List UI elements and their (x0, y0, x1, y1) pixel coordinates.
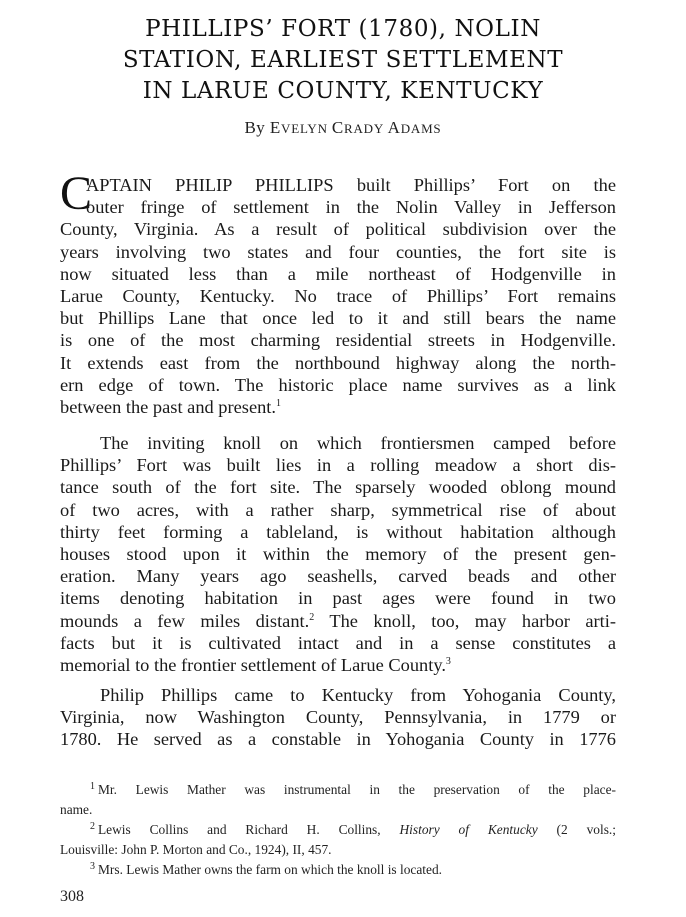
text-line: now situated less than a mile northeast of Hodgenville in (60, 263, 616, 284)
text-line: tance south of the fort site. The sparsely wooded oblong mound (60, 477, 616, 498)
drop-cap: C (60, 167, 93, 220)
text-segment: mounds a few miles distant. (60, 610, 310, 631)
footnote-3 (60, 860, 616, 880)
text-line: 1780. He served as a constable in Yohogania County in 1776 (60, 729, 616, 750)
footnote-number: 2 (90, 820, 95, 832)
text-line: items denoting habitation in past ages were found in two (60, 588, 616, 609)
text-line: eration. Many years ago seashells, carved beads and other (60, 566, 616, 587)
text-line: Phillips’ Fort was built lies in a rolling meadow a short dis- (60, 455, 616, 476)
text-line: facts but it is cultivated intact and in a sense constitutes a (60, 632, 616, 653)
text-line: of two acres, with a rather sharp, symmetrical rise of about (60, 499, 616, 520)
byline-author: EVELYN CRADY ADAMS (269, 118, 442, 137)
article-title (40, 14, 646, 107)
byline-by: By (244, 118, 266, 137)
footnote-ref: 2 (309, 611, 315, 623)
footnote-text: (2 vols.; (537, 822, 616, 837)
text-line: years involving two states and four counties, the fort site is (60, 241, 616, 262)
text-line: County, Virginia. As a result of political subdivision over the (60, 219, 616, 240)
text-segment: between the past and present. (60, 396, 277, 417)
text-line: houses stood upon it within the memory of the present gen- (60, 543, 616, 564)
footnote-text: Mrs. Lewis Mather owns the farm on which the knoll is located. (98, 862, 442, 877)
text-line: Larue County, Kentucky. No trace of Phillips’ Fort remains (60, 285, 616, 306)
paragraph-2 (60, 432, 616, 676)
text-segment: memorial to the frontier settlement of Larue County. (60, 654, 446, 675)
text-line: ern edge of town. The historic place name survives as a link (60, 374, 616, 395)
title-line: IN LARUE COUNTY, KENTUCKY (142, 78, 544, 104)
text-line: It extends east from the northbound highway along the north- (60, 352, 616, 373)
paragraph-3 (60, 684, 616, 751)
text-line: but Phillips Lane that once led to it and still bears the name (60, 308, 616, 329)
footnotes (60, 780, 616, 880)
byline (0, 118, 686, 138)
footnote-1 (60, 780, 616, 800)
footnote-text: Mr. Lewis Mather was instrumental in the preservation of the place- (98, 782, 616, 797)
footnote-number: 1 (90, 780, 95, 792)
title-line: PHILLIPS’ FORT (1780), NOLIN (145, 16, 541, 42)
text-line: APTAIN PHILIP PHILLIPS built Phillips’ Fort on the (86, 175, 616, 195)
text-line: is one of the most charming residential streets in Hodgenville. (60, 330, 616, 351)
text-line: Virginia, now Washington County, Pennsylvania, in 1779 or (60, 707, 616, 728)
text-line (60, 396, 616, 418)
footnote-ref: 1 (276, 397, 282, 409)
text-line: Philip Phillips came to Kentucky from Yohogania County, (100, 685, 616, 705)
text-line: thirty feet forming a tableland, is without habitation although (60, 521, 616, 542)
footnote-2 (60, 820, 616, 840)
footnote-number: 3 (90, 860, 95, 872)
text-line: The inviting knoll on which frontiersmen camped before (100, 433, 616, 453)
footnote-text: Lewis Collins and Richard H. Collins, (98, 822, 400, 837)
text-segment: The knoll, too, may harbor arti- (314, 610, 616, 631)
text-line (60, 654, 616, 676)
text-line (60, 610, 616, 632)
footnote-ref: 3 (445, 655, 451, 667)
paragraph-1 (60, 174, 616, 418)
title-line: STATION, EARLIEST SETTLEMENT (122, 47, 564, 73)
footnote-1-cont: name. (60, 802, 93, 817)
footnote-2-cont: Louisville: John P. Morton and Co., 1924), II, 457. (60, 842, 332, 857)
page-number: 308 (60, 888, 84, 905)
text-line: outer fringe of settlement in the Nolin Valley in Jefferson (86, 197, 616, 218)
footnote-title: History of Kentucky (399, 822, 538, 837)
